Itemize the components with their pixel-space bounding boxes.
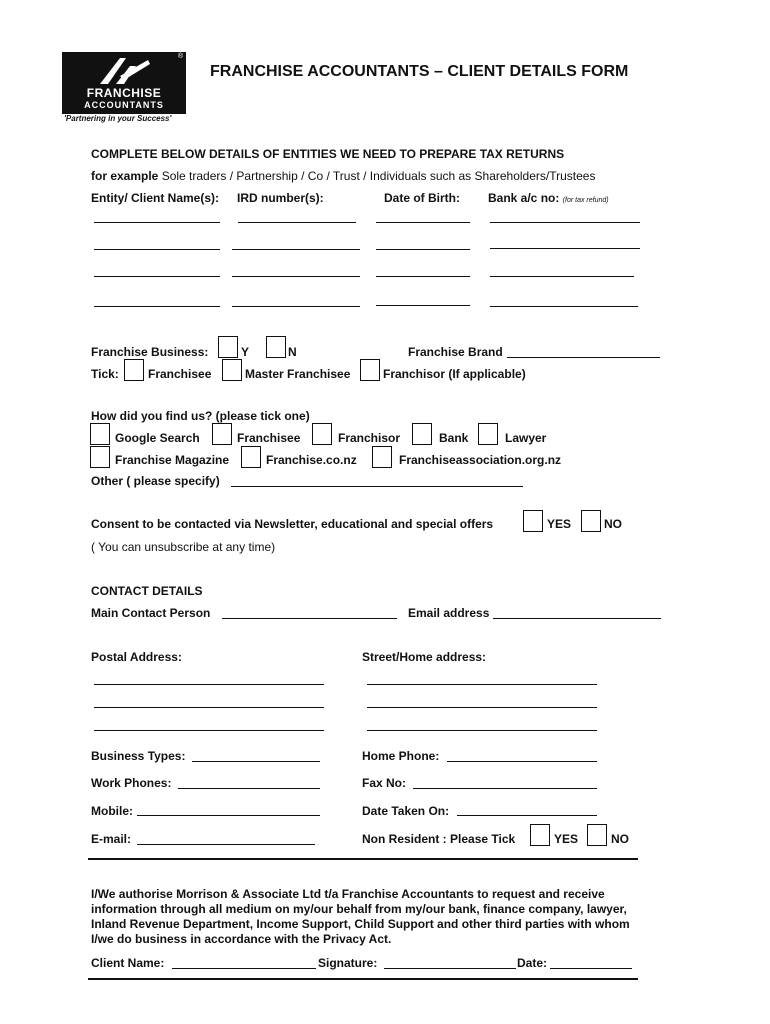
- non-resident-yes-checkbox[interactable]: [530, 824, 550, 846]
- street-address-label: Street/Home address:: [362, 650, 487, 664]
- entity-bank-field-3[interactable]: [490, 276, 634, 277]
- franchise-business-no-checkbox[interactable]: [266, 336, 286, 358]
- email-label: E-mail:: [91, 832, 132, 846]
- other-specify-field[interactable]: [231, 486, 523, 487]
- tick-label: Tick:: [91, 367, 119, 381]
- franchise-brand-label: Franchise Brand: [408, 345, 503, 359]
- consent-yes-checkbox[interactable]: [523, 510, 543, 532]
- company-logo: [62, 52, 186, 114]
- non-resident-yes-label: YES: [554, 832, 579, 846]
- postal-address-label: Postal Address:: [91, 650, 182, 664]
- section-divider: [88, 858, 638, 860]
- google-search-label: Google Search: [115, 431, 200, 445]
- logo-word-franchise: FRANCHISE: [86, 86, 162, 100]
- postal-address-field-3[interactable]: [94, 730, 324, 731]
- entity-bank-field-1[interactable]: [490, 222, 640, 223]
- find-franchisor-label: Franchisor: [338, 431, 401, 445]
- authorise-line-4: I/we do business in accordance with the Privacy Act.: [91, 932, 392, 946]
- consent-text: Consent to be contacted via Newsletter, educational and special offers: [91, 517, 494, 531]
- find-franchisor-checkbox[interactable]: [312, 423, 332, 445]
- entity-ird-field-1[interactable]: [238, 222, 356, 223]
- home-phone-field[interactable]: [447, 761, 597, 762]
- col-header-bank: [488, 191, 609, 205]
- signature-field[interactable]: [384, 968, 516, 969]
- find-lawyer-label: Lawyer: [505, 431, 547, 445]
- email-address-field[interactable]: [493, 618, 661, 619]
- mobile-field[interactable]: [137, 815, 320, 816]
- logo-mark-icon: [96, 54, 152, 86]
- entity-name-field-3[interactable]: [94, 276, 220, 277]
- franchise-association-label: Franchiseassociation.org.nz: [399, 453, 562, 467]
- date-field[interactable]: [550, 968, 632, 969]
- franchise-business-yes-checkbox[interactable]: [218, 336, 238, 358]
- entity-name-field-4[interactable]: [94, 306, 220, 307]
- main-contact-field[interactable]: [222, 618, 397, 619]
- work-phones-field[interactable]: [178, 788, 320, 789]
- non-resident-no-checkbox[interactable]: [587, 824, 607, 846]
- fax-label: Fax No:: [362, 776, 407, 790]
- authorise-line-2: information through all medium on my/our behalf from my/our bank, finance company, lawyer,: [91, 902, 627, 916]
- entity-dob-field-2[interactable]: [376, 249, 470, 250]
- master-franchisee-label: Master Franchisee: [245, 367, 351, 381]
- unsubscribe-note: ( You can unsubscribe at any time): [91, 540, 276, 554]
- street-address-field-1[interactable]: [367, 684, 597, 685]
- entity-bank-field-2[interactable]: [490, 248, 640, 249]
- franchise-co-nz-checkbox[interactable]: [241, 446, 261, 468]
- logo-word-accountants: ACCOUNTANTS: [84, 100, 164, 110]
- find-franchisee-label: Franchisee: [237, 431, 301, 445]
- entity-bank-field-4[interactable]: [490, 306, 638, 307]
- franchise-brand-field[interactable]: [507, 357, 660, 358]
- mobile-label: Mobile:: [91, 804, 133, 818]
- street-address-field-3[interactable]: [367, 730, 597, 731]
- franchisee-label: Franchisee: [148, 367, 212, 381]
- client-name-field[interactable]: [172, 968, 316, 969]
- other-specify-label: Other ( please specify): [91, 474, 220, 488]
- entities-heading: COMPLETE BELOW DETAILS OF ENTITIES WE NEED TO PREPARE TAX RETURNS: [91, 147, 565, 161]
- franchise-magazine-label: Franchise Magazine: [115, 453, 230, 467]
- email-address-label: Email address: [408, 606, 490, 620]
- master-franchisee-checkbox[interactable]: [222, 359, 242, 381]
- fax-field[interactable]: [413, 788, 597, 789]
- find-lawyer-checkbox[interactable]: [478, 423, 498, 445]
- consent-yes-label: YES: [547, 517, 572, 531]
- col-header-ird: IRD number(s):: [237, 191, 324, 205]
- entity-dob-field-4[interactable]: [376, 305, 470, 306]
- authorise-line-3: Inland Revenue Department, Income Support, Child Support and other third parties with whom: [91, 917, 630, 931]
- franchise-co-nz-label: Franchise.co.nz: [266, 453, 357, 467]
- bottom-divider: [88, 978, 638, 980]
- contact-heading: CONTACT DETAILS: [91, 584, 203, 598]
- col-header-dob: Date of Birth:: [384, 191, 460, 205]
- entity-dob-field-1[interactable]: [376, 222, 470, 223]
- postal-address-field-2[interactable]: [94, 707, 324, 708]
- col-bank-label: Bank a/c no:: [488, 191, 560, 205]
- non-resident-no-label: NO: [611, 832, 629, 846]
- find-bank-label: Bank: [439, 431, 469, 445]
- entity-name-field-2[interactable]: [94, 249, 220, 250]
- entity-ird-field-3[interactable]: [232, 276, 360, 277]
- franchisor-label: Franchisor (If applicable): [383, 367, 526, 381]
- date-taken-label: Date Taken On:: [362, 804, 450, 818]
- home-phone-label: Home Phone:: [362, 749, 440, 763]
- date-taken-field[interactable]: [457, 815, 597, 816]
- find-bank-checkbox[interactable]: [412, 423, 432, 445]
- logo-tagline: 'Partnering in your Success': [64, 114, 172, 123]
- franchise-business-label: Franchise Business:: [91, 345, 209, 359]
- example-bold: for example: [91, 169, 159, 183]
- col-bank-note: (for tax refund): [562, 197, 609, 204]
- email-field[interactable]: [137, 844, 315, 845]
- google-search-checkbox[interactable]: [90, 423, 110, 445]
- franchise-business-yes-label: Y: [241, 345, 250, 359]
- postal-address-field-1[interactable]: [94, 684, 324, 685]
- main-contact-label: Main Contact Person: [91, 606, 211, 620]
- find-franchisee-checkbox[interactable]: [212, 423, 232, 445]
- entity-name-field-1[interactable]: [94, 222, 220, 223]
- work-phones-label: Work Phones:: [91, 776, 172, 790]
- business-types-label: Business Types:: [91, 749, 186, 763]
- franchise-business-no-label: N: [288, 345, 297, 359]
- franchisor-checkbox[interactable]: [360, 359, 380, 381]
- entity-dob-field-3[interactable]: [376, 276, 470, 277]
- signature-label: Signature:: [318, 956, 378, 970]
- franchise-magazine-checkbox[interactable]: [90, 446, 110, 468]
- business-types-field[interactable]: [192, 761, 320, 762]
- consent-no-checkbox[interactable]: [581, 510, 601, 532]
- find-us-heading: How did you find us? (please tick one): [91, 409, 310, 423]
- authorise-line-1: I/We authorise Morrison & Associate Ltd t/a Franchise Accountants to request and receive: [91, 887, 605, 901]
- non-resident-label: Non Resident : Please Tick: [362, 832, 516, 846]
- date-label: Date:: [517, 956, 548, 970]
- franchisee-checkbox[interactable]: [124, 359, 144, 381]
- entities-example: [91, 169, 595, 183]
- page-title: FRANCHISE ACCOUNTANTS – CLIENT DETAILS FORM: [210, 63, 629, 80]
- franchise-association-checkbox[interactable]: [372, 446, 392, 468]
- street-address-field-2[interactable]: [367, 707, 597, 708]
- col-header-name: Entity/ Client Name(s):: [91, 191, 220, 205]
- registered-mark: ®: [177, 53, 183, 60]
- example-text: Sole traders / Partnership / Co / Trust / Individuals such as Shareholders/Trustees: [161, 169, 596, 183]
- client-name-label: Client Name:: [91, 956, 165, 970]
- entity-ird-field-4[interactable]: [232, 306, 360, 307]
- entity-ird-field-2[interactable]: [232, 249, 360, 250]
- consent-no-label: NO: [604, 517, 622, 531]
